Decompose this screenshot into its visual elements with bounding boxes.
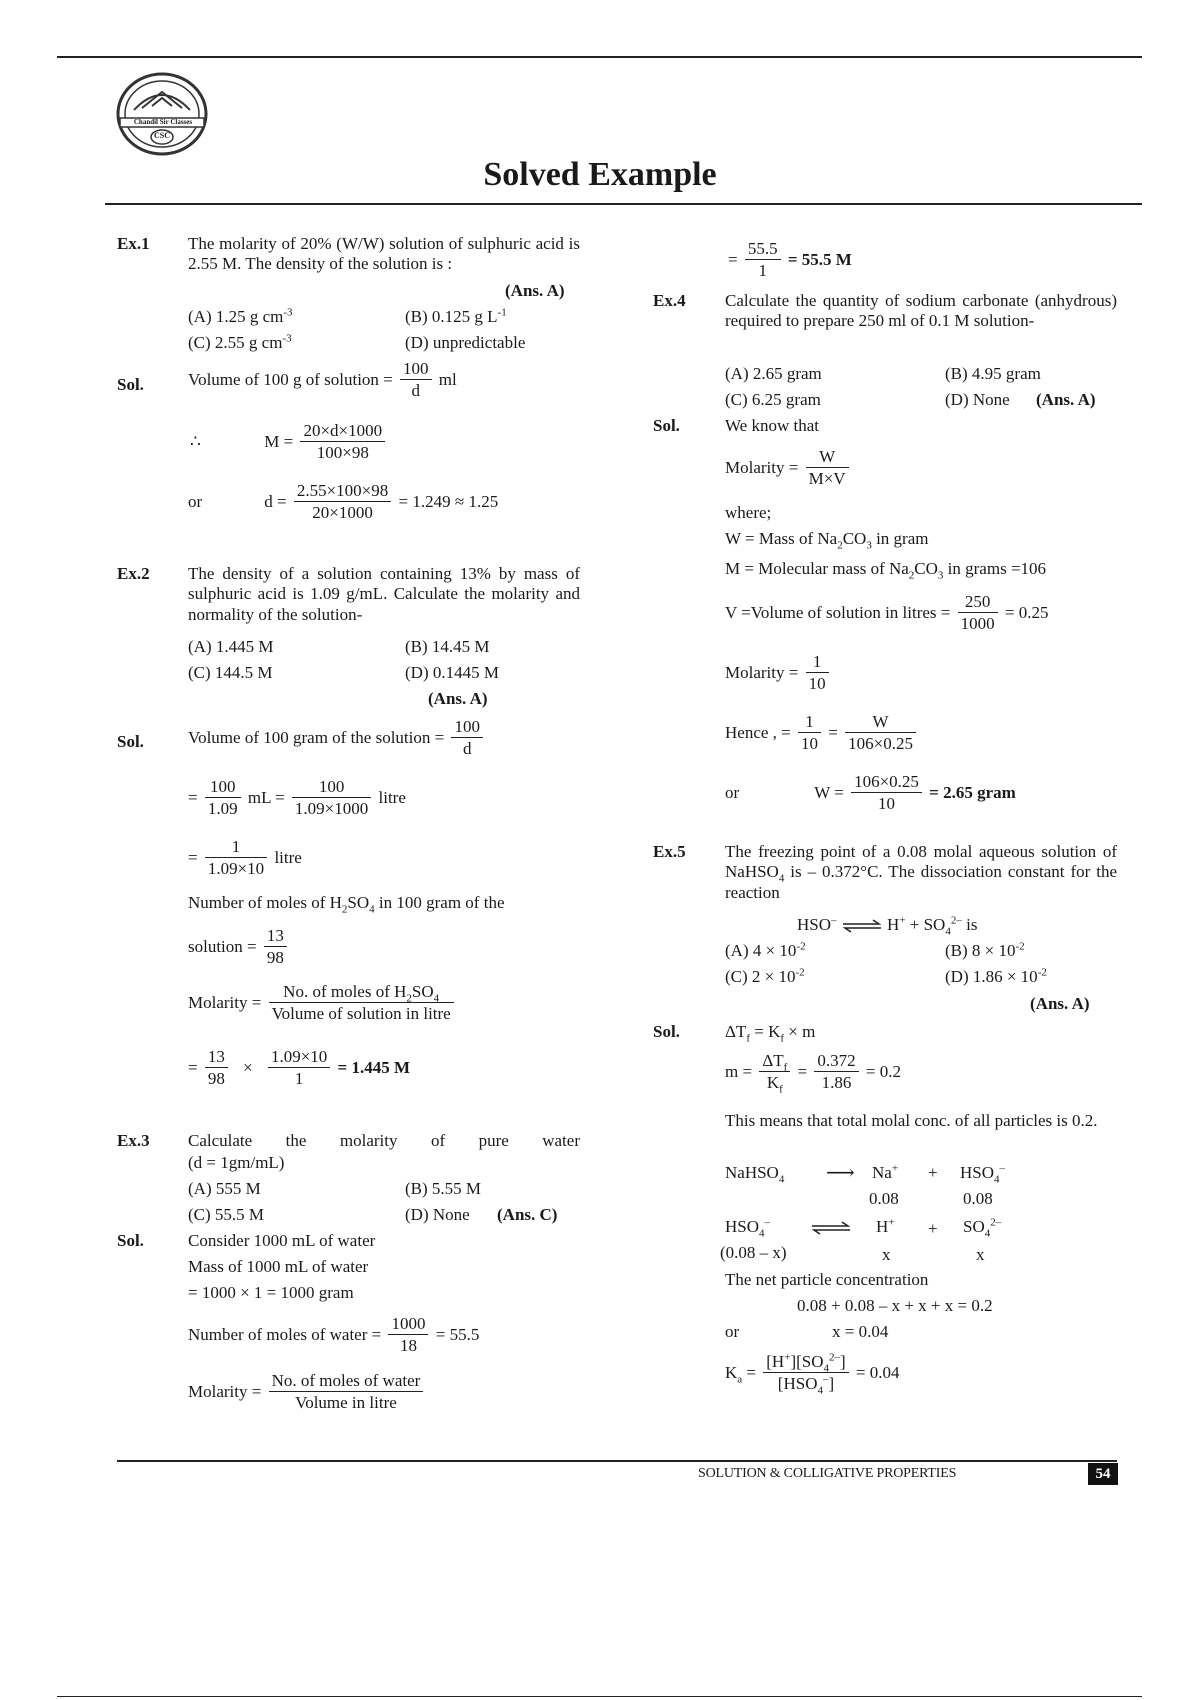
- ex1-answer: (Ans. A): [505, 281, 565, 300]
- ex4-sol-label: Sol.: [653, 416, 680, 435]
- ex5-answer: (Ans. A): [1030, 994, 1090, 1013]
- ex4-label: Ex.4: [653, 291, 686, 310]
- ex2-sol-line5: solution = $\frac{13}{98}$: [188, 925, 290, 969]
- ex2-sol-label: Sol.: [117, 732, 144, 751]
- ex5-sol-line4: The net particle concentration: [725, 1270, 929, 1289]
- ex3-answer: (Ans. C): [497, 1205, 558, 1224]
- ex5-reaction1-hso4: $HSO_4^-$: [960, 1162, 1006, 1186]
- ex5-reaction1-arrow: ⟶: [826, 1162, 855, 1184]
- footer-rule: [117, 1460, 1117, 1462]
- ex3-sol-line4: Number of moles of water = $\frac{1000}{18}$ = 55.5: [188, 1314, 480, 1356]
- ex5-option-c: (C) $2 \times 10^{-2}$: [725, 966, 805, 986]
- ex2-option-b: (B) 14.45 M: [405, 637, 490, 656]
- ex4-sol-line6: V =Volume of solution in litres = $\frac{250}{1000}$ = 0.25: [725, 592, 1049, 634]
- ex1-option-d: (D) unpredictable: [405, 333, 526, 352]
- ex5-reaction2-so4: $SO_4^{2-}$: [963, 1216, 1002, 1240]
- bottom-rule: [57, 1696, 1142, 1697]
- ex4-sol-line1: We know that: [725, 416, 819, 435]
- ex2-option-a: (A) 1.445 M: [188, 637, 274, 656]
- ex4-option-b: (B) 4.95 gram: [945, 364, 1041, 383]
- ex5-reaction1-value-na: 0.08: [869, 1189, 899, 1208]
- ex4-option-d: (D) None: [945, 390, 1010, 409]
- ex4-sol-line3: where;: [725, 503, 772, 522]
- ex5-reaction: HSO– $H^+ + SO_4^{2-}$ is: [797, 914, 978, 938]
- ex4-sol-line9: or W = $\frac{106\times 0.25}{10}$ = 2.65 gram: [725, 772, 1016, 814]
- ex2-option-d: (D) 0.1445 M: [405, 663, 499, 682]
- equilibrium-arrow-icon: [810, 1221, 852, 1235]
- ex5-sol-line6: x = 0.04: [832, 1322, 889, 1341]
- logo: [112, 70, 212, 158]
- ex3-option-d: (D) None: [405, 1205, 470, 1224]
- ex1-option-a: (A) 1.25 g $cm^{-3}$: [188, 306, 293, 326]
- ex4-option-a: (A) 2.65 gram: [725, 364, 822, 383]
- ex4-answer: (Ans. A): [1036, 390, 1096, 409]
- ex2-sol-line3: = $\frac{1}{1.09\times 10}$ litre: [188, 837, 302, 879]
- ex5-reaction2-value-so4: x: [976, 1245, 985, 1264]
- ex3-option-a: (A) 555 M: [188, 1179, 261, 1198]
- ex3-sol-line5: Molarity = $\frac{\text{No. of moles of water}}{\text{Volume in litre}}$: [188, 1370, 426, 1414]
- page-title: Solved Example: [483, 156, 717, 193]
- ex3-sol-continued: = $\frac{55.5}{1}$ = 55.5 M: [728, 239, 852, 281]
- ex1-label: Ex.1: [117, 234, 150, 253]
- ex3-label: Ex.3: [117, 1131, 150, 1150]
- ex1-question: The molarity of 20% (W/W) solution of sulphuric acid is 2.55 M. The density of the solution is :: [188, 234, 580, 274]
- ex4-sol-line7: Molarity = $\frac{1}{10}$: [725, 651, 832, 695]
- ex1-sol-label: Sol.: [117, 375, 144, 394]
- ex1-option-c: (C) 2.55 g $cm^{-3}$: [188, 332, 292, 352]
- ex3-sol-line2: Mass of 1000 mL of water: [188, 1257, 369, 1276]
- ex2-option-c: (C) 144.5 M: [188, 663, 273, 682]
- ex4-sol-line4: W = Mass of $Na_2CO_3$ in gram: [725, 529, 929, 552]
- logo-emblem-icon: [112, 70, 212, 158]
- ex4-sol-line2: Molarity = $\frac{W}{M\times V}$: [725, 446, 852, 490]
- ex2-sol-line2: = $\frac{100}{1.09}$ mL = $\frac{100}{1.09\times 1000}$ litre: [188, 777, 406, 819]
- ex5-reaction2-h: H+: [876, 1216, 895, 1236]
- ex1-sol-line3: or d = $\frac{2.55\times 100\times 98}{20\times 1000}$ = 1.249 ≈ 1.25: [188, 481, 499, 523]
- ex2-sol-line6: Molarity = $\frac{No. of moles of H_2SO_4}{\text{Volume of solution in litre}}$: [188, 981, 457, 1025]
- ex5-reaction1-na: Na+: [872, 1162, 899, 1182]
- logo-abbr: CSC: [153, 131, 170, 140]
- ex5-sol-label: Sol.: [653, 1022, 680, 1041]
- ex5-reaction2-value-hso4: (0.08 – x): [720, 1243, 787, 1262]
- ex2-sol-line7: = $\frac{13}{98}$ × $\frac{1.09\times 10}{1}$ = 1.445 M: [188, 1047, 411, 1089]
- ex3-question: Calculate the molarity of pure water: [188, 1131, 580, 1150]
- ex5-reaction2-value-h: x: [882, 1245, 891, 1264]
- ex5-question: The freezing point of a 0.08 molal aqueous solution of NaHSO$_4$ is – 0.372°C. The dissociation constant for the reaction: [725, 842, 1117, 902]
- ex5-reaction1-value-hso4: 0.08: [963, 1189, 993, 1208]
- ex5-reaction2-plus: +: [928, 1219, 938, 1238]
- ex5-option-b: (B) $8 \times 10^{-2}$: [945, 940, 1025, 960]
- ex5-sol-line3: This means that total molal conc. of all particles is 0.2.: [725, 1111, 1098, 1130]
- ex5-sol-line1: $\Delta T_f = K_f \times m$: [725, 1022, 816, 1045]
- ex3-option-b: (B) 5.55 M: [405, 1179, 482, 1198]
- ex3-sol-line1: Consider 1000 mL of water: [188, 1231, 376, 1250]
- equilibrium-arrow-icon: [841, 919, 883, 933]
- footer-chapter-title: SOLUTION & COLLIGATIVE PROPERTIES: [698, 1466, 957, 1481]
- ex3-sol-label: Sol.: [117, 1231, 144, 1250]
- ex2-sol-line1: Volume of 100 gram of the solution = $\frac{100}{d}$: [188, 716, 486, 760]
- ex4-option-c: (C) 6.25 gram: [725, 390, 821, 409]
- ex5-sol-line6-or: or: [725, 1322, 740, 1341]
- ex5-sol-line2: m = $\frac{\Delta T_f}{K_f}$ = $\frac{0.372}{1.86}$ = 0.2: [725, 1051, 901, 1096]
- ex5-reaction1-reactant: NaHSO$_4$: [725, 1163, 785, 1186]
- ex1-sol-line2: ∴ M = $\frac{20\times d\times 1000}{100\times 98}$: [190, 420, 388, 464]
- ex5-reaction1-plus: +: [928, 1163, 938, 1182]
- ex2-label: Ex.2: [117, 564, 150, 583]
- ex5-sol-line7: $K_a$ = $\frac{[H^+][SO_4^{2-}]}{[HSO_4^-]}$ = 0.04: [725, 1351, 900, 1397]
- page-number: 54: [1088, 1463, 1118, 1485]
- ex5-label: Ex.5: [653, 842, 686, 861]
- ex4-question: Calculate the quantity of sodium carbonate (anhydrous) required to prepare 250 ml of 0.1 M solution-: [725, 291, 1117, 331]
- ex5-reaction2-reactant: $HSO_4^-$: [725, 1216, 771, 1240]
- ex2-question: The density of a solution containing 13% by mass of sulphuric acid is 1.09 g/mL. Calculate the molarity and normality of the solution-: [188, 564, 580, 624]
- ex1-option-b: (B) 0.125 g $L^{-1}$: [405, 306, 507, 326]
- ex1-sol-line1: Volume of 100 g of solution = $\frac{100}{d}$ ml: [188, 359, 457, 401]
- ex4-sol-line5: M = Molecular mass of $Na_2CO_3$ in grams =106: [725, 559, 1047, 582]
- ex3-option-c: (C) 55.5 M: [188, 1205, 265, 1224]
- ex5-option-d: (D) $1.86 \times 10^{-2}$: [945, 966, 1047, 986]
- ex3-question-density: (d = 1gm/mL): [188, 1153, 285, 1172]
- title-rule: [105, 203, 1142, 205]
- ex3-sol-line3: = 1000 × 1 = 1000 gram: [188, 1283, 354, 1302]
- ex2-answer: (Ans. A): [428, 689, 488, 708]
- top-rule: [57, 56, 1142, 58]
- ex5-option-a: (A) $4 \times 10^{-2}$: [725, 940, 806, 960]
- ex2-sol-line4: Number of moles of $H_2SO_4$ in 100 gram of the: [188, 893, 505, 916]
- logo-text: Chandil Sir Classes: [133, 118, 193, 126]
- ex5-sol-line5: 0.08 + 0.08 – x + x + x = 0.2: [797, 1296, 993, 1315]
- ex4-sol-line8: Hence , = $\frac{1}{10}$ = $\frac{W}{106\times 0.25}$: [725, 711, 919, 755]
